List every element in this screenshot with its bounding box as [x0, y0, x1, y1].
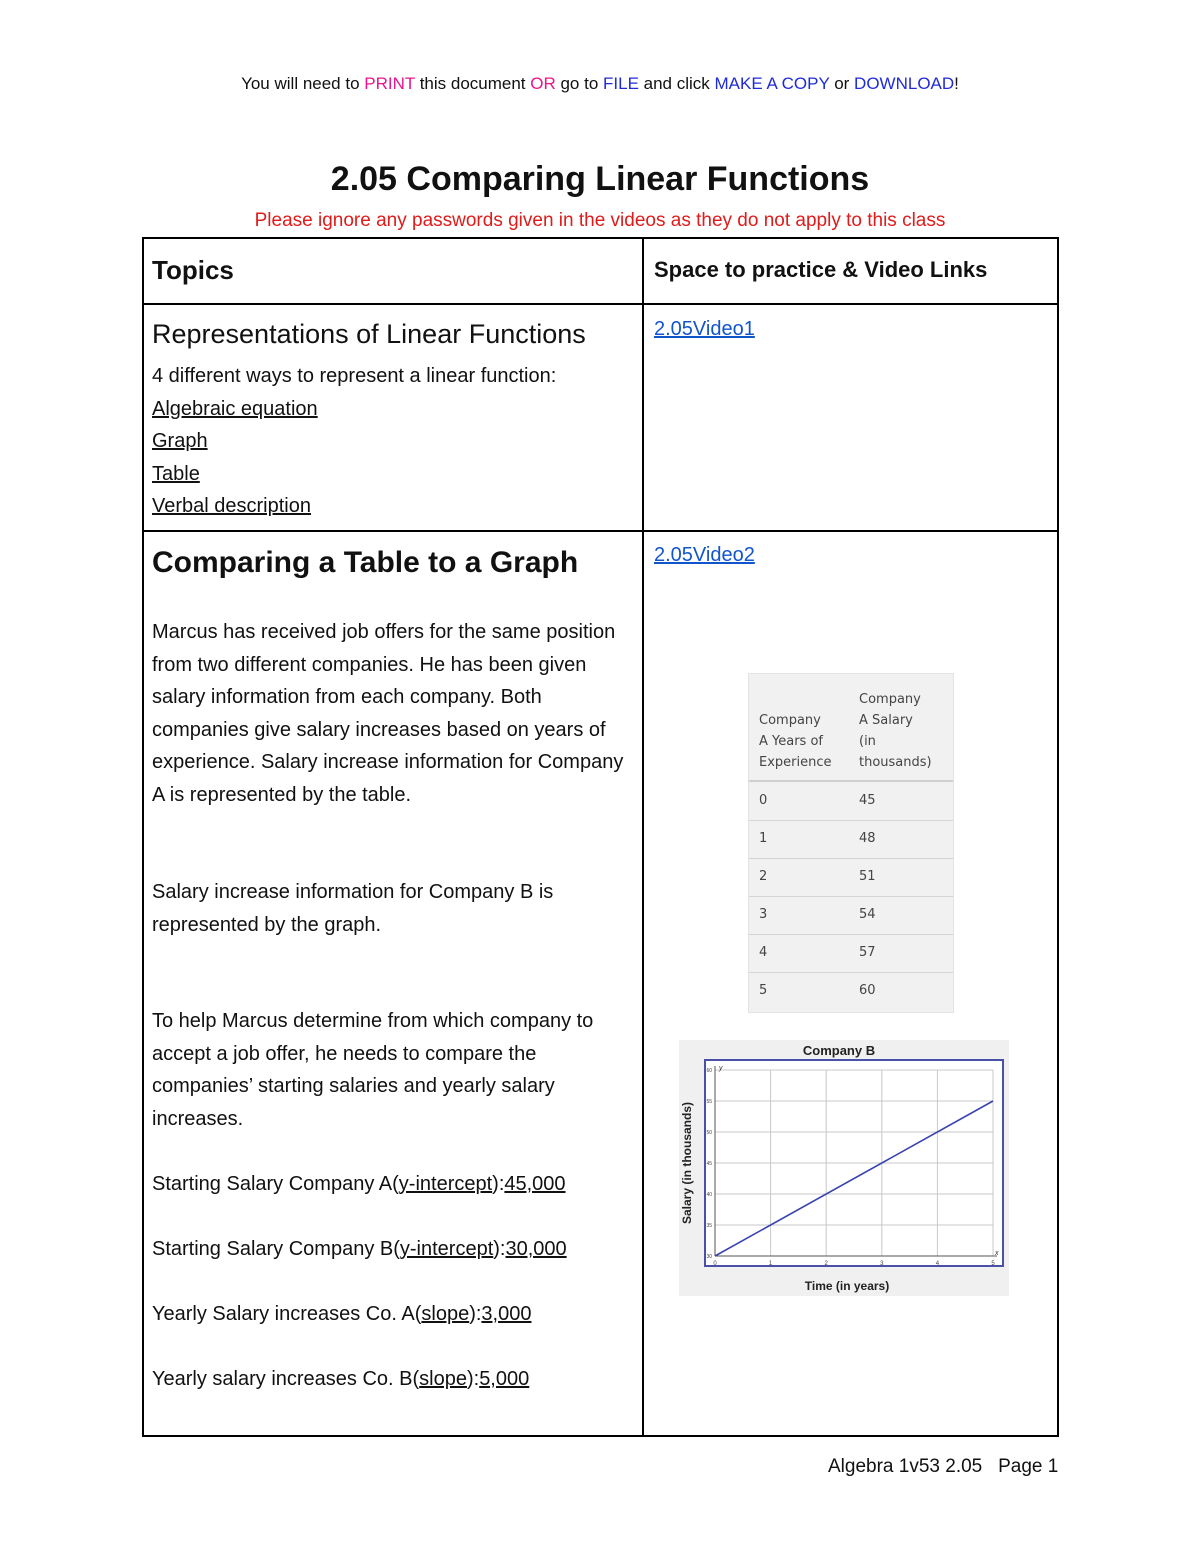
table-row: [749, 782, 953, 821]
chart-title: Company B: [802, 1043, 876, 1058]
answer-value: 45,000: [504, 1173, 566, 1195]
header-years-line: Experience: [759, 755, 832, 770]
notice-print: PRINT: [364, 74, 415, 93]
y-tick-label: 50: [706, 1130, 712, 1136]
answer-label: Starting Salary Company B(: [152, 1238, 400, 1260]
answer-value: 3,000: [481, 1303, 532, 1325]
cell-years: 5: [759, 983, 768, 998]
answer-term: slope: [419, 1368, 467, 1390]
section-title-representations: Representations of Linear Functions: [152, 319, 586, 349]
y-axis-letter: y: [719, 1065, 723, 1072]
footer-course: Algebra 1v53 2.05: [828, 1456, 983, 1477]
company-b-graph: [679, 1040, 1009, 1296]
answer-start-salary-a: [152, 1168, 566, 1201]
answer-label: Yearly salary increases Co. B(: [152, 1368, 420, 1390]
cell-salary: 45: [859, 793, 876, 808]
x-tick-label: 0: [713, 1261, 717, 1267]
y-tick-label: 45: [706, 1161, 712, 1167]
page-title: 2.05 Comparing Linear Functions: [330, 160, 870, 198]
y-axis-label: Salary (in thousands): [680, 1101, 694, 1225]
x-tick-label: 1: [768, 1261, 773, 1267]
cell-salary: 57: [859, 945, 876, 960]
answer-value: 5,000: [479, 1368, 530, 1390]
company-a-table-header: [749, 674, 953, 782]
cell-salary: 51: [859, 869, 876, 884]
x-tick-label: 5: [991, 1261, 995, 1267]
way-algebraic-equation: Algebraic equation: [152, 397, 318, 420]
y-tick-label: 60: [706, 1068, 712, 1074]
notice-text: go to: [555, 74, 604, 93]
cell-salary: 60: [859, 983, 876, 998]
table-row: [749, 972, 953, 1010]
password-note: Please ignore any passwords given in the videos as they do not apply to this class: [254, 210, 946, 231]
video1-link[interactable]: 2.05Video1: [654, 318, 755, 340]
header-salary-line: thousands): [859, 755, 932, 770]
answer-sep: ):: [493, 1238, 506, 1260]
company-a-table: [748, 673, 954, 1013]
notice-text: You will need to: [241, 74, 365, 93]
answer-increase-b: [152, 1363, 529, 1396]
header-space-video-links: Space to practice & Video Links: [654, 257, 988, 282]
representations-intro: 4 different ways to represent a linear function:: [152, 365, 557, 387]
column-divider: [642, 239, 644, 1435]
cell-years: 1: [759, 831, 768, 846]
row-divider: [144, 303, 1057, 305]
representations-list: [152, 360, 556, 523]
x-tick-label: 2: [824, 1261, 828, 1267]
cell-years: 2: [759, 869, 768, 884]
answer-sep: ):: [466, 1368, 480, 1390]
answer-term: slope: [421, 1303, 470, 1325]
cell-years: 0: [759, 793, 768, 808]
way-verbal-description: Verbal description: [152, 495, 311, 517]
cell-years: 4: [759, 945, 768, 960]
answer-sep: ):: [492, 1173, 505, 1195]
notice-file: FILE: [603, 74, 639, 93]
table-row: [749, 934, 953, 973]
notice-text: !: [954, 74, 959, 93]
answer-value: 30,000: [505, 1238, 567, 1260]
header-years-line: Company: [759, 713, 821, 728]
x-axis-letter: x: [995, 1250, 999, 1257]
y-tick-label: 55: [706, 1099, 712, 1105]
header-years-line: A Years of: [759, 734, 823, 749]
header-years: [759, 710, 832, 773]
y-tick-label: 30: [706, 1254, 712, 1260]
cell-salary: 48: [859, 831, 876, 846]
header-salary-line: A Salary: [859, 713, 913, 728]
table-row: [749, 896, 953, 935]
header-topics: Topics: [152, 255, 234, 285]
table-row: [749, 820, 953, 859]
header-salary: [859, 689, 932, 773]
header-salary-line: (in: [859, 734, 876, 749]
footer-page-label: Page: [998, 1456, 1043, 1477]
answer-sep: ):: [469, 1303, 482, 1325]
answer-term: y-intercept: [398, 1173, 493, 1195]
company-b-paragraph: Salary increase information for Company B is represented by the graph.: [152, 881, 554, 936]
x-tick-label: 4: [935, 1261, 940, 1267]
notice-make-copy: MAKE A COPY: [714, 74, 830, 93]
notice-text: or: [829, 74, 855, 93]
print-notice: [0, 74, 1200, 94]
x-axis-label: Time (in years): [804, 1279, 890, 1293]
way-table: Table: [152, 462, 200, 485]
notice-or: OR: [530, 74, 556, 93]
cell-salary: 54: [859, 907, 876, 922]
header-salary-line: Company: [859, 692, 921, 707]
answer-label: Starting Salary Company A(: [152, 1173, 399, 1195]
video2-link[interactable]: 2.05Video2: [654, 544, 755, 566]
cell-years: 3: [759, 907, 768, 922]
section-title-comparing: Comparing a Table to a Graph: [152, 546, 579, 579]
y-tick-label: 40: [706, 1192, 712, 1198]
y-tick-label: 35: [706, 1223, 712, 1229]
notice-text: this document: [414, 74, 531, 93]
footer-page-number: 1: [1047, 1456, 1059, 1477]
way-graph: Graph: [152, 430, 208, 452]
page-footer: [828, 1456, 1058, 1478]
answer-label: Yearly Salary increases Co. A(: [152, 1303, 422, 1325]
x-tick-label: 3: [880, 1261, 884, 1267]
company-b-chart: [679, 1040, 1009, 1296]
answer-increase-a: [152, 1298, 531, 1331]
compare-paragraph: To help Marcus determine from which company to accept a job offer, he needs to compare the companies’ starting salaries and yearly salary increases.: [152, 1010, 594, 1130]
notice-download: DOWNLOAD: [854, 74, 955, 93]
answer-start-salary-b: [152, 1233, 567, 1266]
row-divider: [144, 530, 1057, 532]
notice-text: and click: [638, 74, 715, 93]
answer-term: y-intercept: [399, 1238, 494, 1260]
problem-paragraph: Marcus has received job offers for the same position from two different companies. He has been given salary information from each company. Both companies give salary increases based on years of experience. Salary increase information for Company A is represented by the table.: [152, 621, 624, 806]
table-row: [749, 858, 953, 897]
